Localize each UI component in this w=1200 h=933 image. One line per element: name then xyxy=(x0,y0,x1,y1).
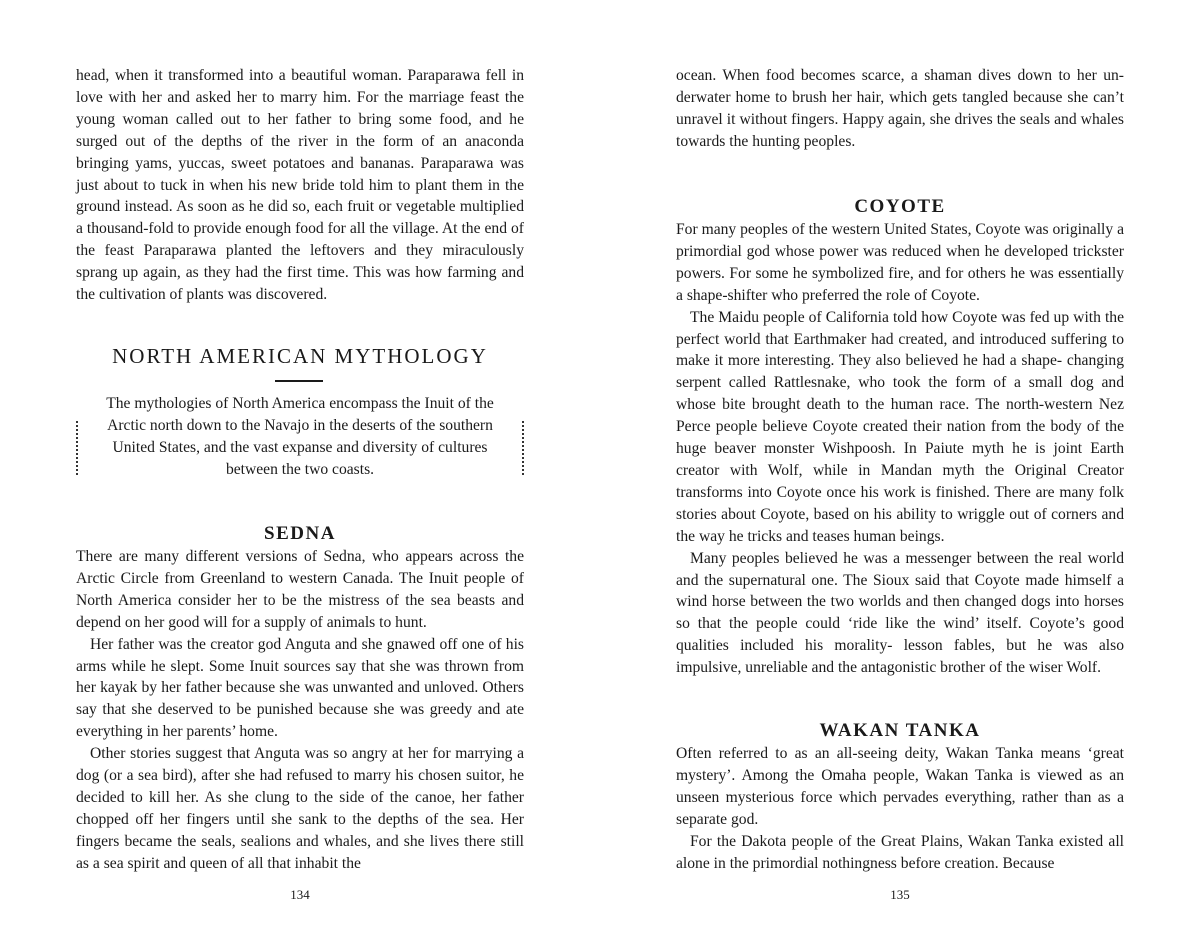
continued-paragraph xyxy=(676,65,1124,153)
coyote-heading: COYOTE xyxy=(854,196,946,217)
coyote-paragraph-1: For many peoples of the western United States, Coyote was originally a primordial god whose power was reduced when he developed trickster powers. For some he symbolized fire, and for others he was essentially a shape-shifter who preferred the role of Coyote. xyxy=(676,221,1124,304)
left-page xyxy=(76,0,524,933)
sedna-paragraph-3: Other stories suggest that Anguta was so angry at her for marrying a dog (or a sea bird), after she had refused to marry his chosen suitor, he decided to kill her. As she clung to the side of the canoe, her father chopped off her fingers until she sank to the depths of the sea. Her fingers became the seals, sealions and whales, and she lives there still as a sea spirit and queen of all that inhabit the xyxy=(76,745,524,872)
coyote-paragraph-3: Many peoples believed he was a messenger between the real world and the supernatural one. The Sioux said that Coyote made himself a wind horse between the two worlds and then changed dogs into horses so that the people could ‘ride like the wind’ itself. Coyote’s good qualities included his morality- lesson fables, but he was also impulsive, unreliable and the antagonistic brother of the wiser Wolf. xyxy=(676,549,1124,677)
title-rule xyxy=(275,380,323,382)
sedna-paragraph-2: Her father was the creator god Anguta and she gnawed off one of his arms while he slept. Some Inuit sources say that she was thrown from her kayak by her father because she was unwanted and unloved. Others say that she deserved to be punished because she was greedy and ate everything in her parents’ home. xyxy=(76,635,524,741)
dotted-border-left xyxy=(76,421,78,475)
wakan-tanka-heading: WAKAN TANKA xyxy=(819,720,981,741)
chapter-intro: The mythologies of North America encompass the Inuit of the Arctic north down to the Navajo in the deserts of the southern United States, and the vast expanse and diversity of cultures between the two coasts. xyxy=(106,395,494,478)
paraparawa-paragraph: head, when it transformed into a beautiful woman. Paraparawa fell in love with her and asked her to marry him. For the marriage feast the young woman called out to her father to bring some food, and he surged out of the depths of the river in the form of an anaconda bringing yams, yuccas, sweet potatoes and bananas. Paraparawa was just about to tuck in when his new bride told him to plant them in the ground instead. As soon as he did so, each fruit or vegetable multiplied a thousand-fold to provide enough food for all the village. At the end of the feast Paraparawa planted the leftovers and they miraculously sprang up again, as they had the first time. This was how farming and the cultivation of plants was discovered. xyxy=(76,67,524,304)
coyote-paragraph-2: The Maidu people of California told how Coyote was fed up with the perfect world that Earthmaker had created, and introduced suffering to make it more interesting. They also believed he had a shape- changing serpent called Rattlesnake, who took the form of a small dog and whose bite brought death to the human race. The north-western Nez Perce people believe Coyote created their nation from the body of the huge beaver monster Wishpoosh. In Paiute myth he is joint Earth creator with Wolf, while in Mandan myth the Original Creator transforms into Coyote once his work is finished. There are many folk stories about Coyote, based on his ability to wriggle out of corners and the way he tricks and teases human beings. xyxy=(676,308,1124,545)
sedna-heading: SEDNA xyxy=(264,523,336,544)
right-page xyxy=(676,0,1124,933)
wakan-tanka-section xyxy=(676,743,1124,874)
continued-paragraph xyxy=(76,65,524,306)
chapter-title: NORTH AMERICAN MYTHOLOGY xyxy=(112,344,488,368)
sedna-continued-paragraph: ocean. When food becomes scarce, a shaman dives down to her underwater home to brush her hair, which gets tangled because she can’t unravel it without fingers. Happy again, she drives the seals and whales towards the hunting peoples. xyxy=(676,67,1124,150)
wakan-paragraph-1: Often referred to as an all-seeing deity, Wakan Tanka means ‘great mystery’. Among the Omaha people, Wakan Tanka is viewed as an unseen mysterious force which pervades everything, rather than as a separate god. xyxy=(676,745,1124,828)
page-number-right: 135 xyxy=(890,887,910,902)
dotted-border-right xyxy=(522,421,524,475)
coyote-section xyxy=(676,219,1124,679)
sedna-section xyxy=(76,546,524,875)
chapter-intro-box xyxy=(76,393,524,483)
sedna-paragraph-1: There are many different versions of Sedna, who appears across the Arctic Circle from Greenland to western Canada. The Inuit people of North America consider her to be the mistress of the sea beasts and depend on her good will for a supply of animals to hunt. xyxy=(76,548,524,631)
wakan-paragraph-2: For the Dakota people of the Great Plains, Wakan Tanka existed all alone in the primordial nothingness before creation. Because xyxy=(676,832,1124,872)
page-number-left: 134 xyxy=(290,887,310,902)
